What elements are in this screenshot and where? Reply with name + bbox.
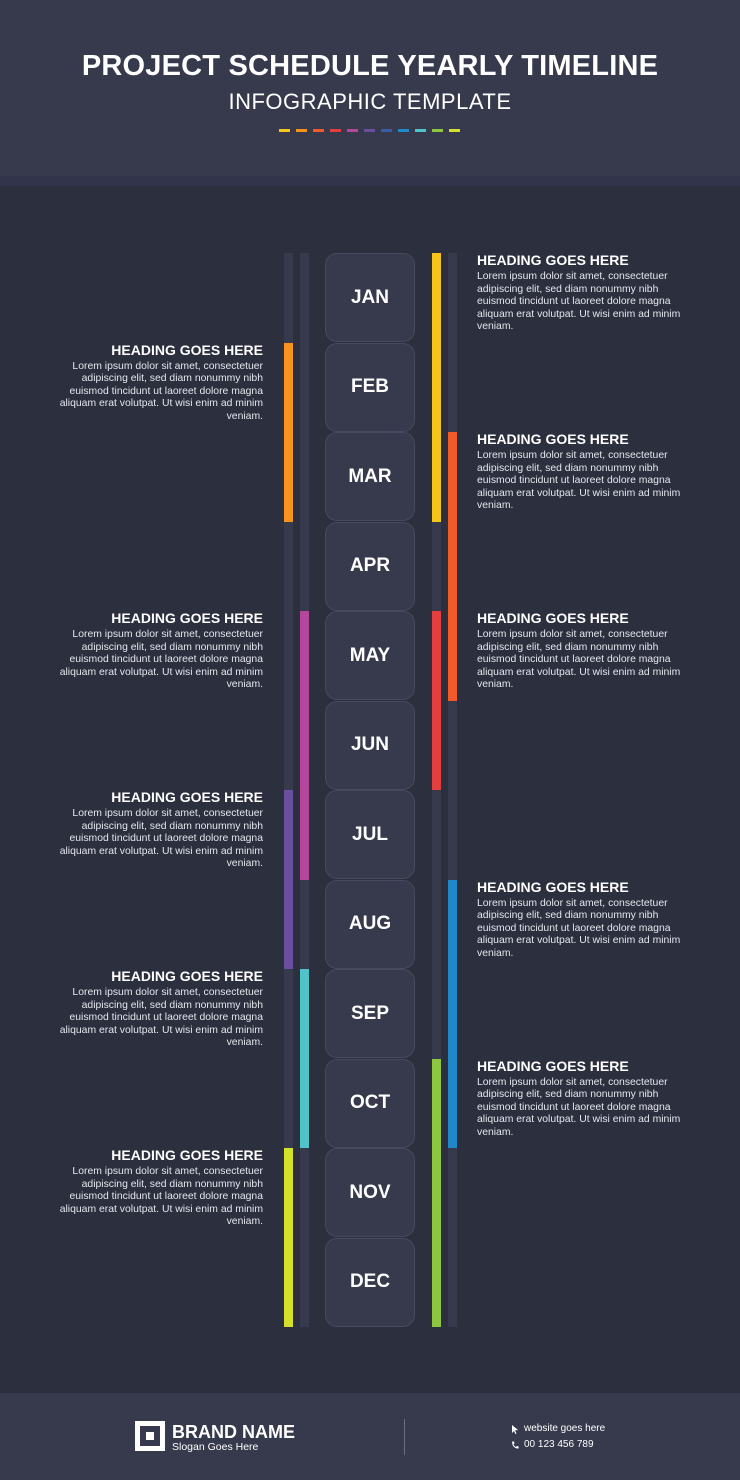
header-divider [0,176,740,186]
timeline-entry-left-1 [51,341,263,424]
website-contact[interactable] [511,1423,605,1435]
timeline-entry-left-2 [51,609,263,692]
phone-text: 00 123 456 789 [524,1439,594,1450]
phone-icon [511,1441,519,1450]
color-dash [330,129,341,132]
entry-body: Lorem ipsum dolor sit amet, consectetuer adipiscing elit, sed diam nonummy nibh euismod tincidunt ut laoreet dolore magna aliquam erat volutpat. Ut wisi enim ad minim veniam. [59,360,263,422]
square-logo-icon [135,1421,165,1451]
month-dec: DEC [325,1238,415,1327]
color-dash-row [279,129,469,132]
entry-body: Lorem ipsum dolor sit amet, consectetuer adipiscing elit, sed diam nonummy nibh euismod tincidunt ut laoreet dolore magna aliquam erat volutpat. Ut wisi enim ad minim veniam. [59,1166,263,1227]
entry-body: Lorem ipsum dolor sit amet, consectetuer adipiscing elit, sed diam nonummy nibh euismod tincidunt ut laoreet dolore magna aliquam erat volutpat. Ut wisi enim ad minim veniam. [477,897,681,959]
website-text: website goes here [524,1423,606,1434]
color-dash [279,129,290,132]
entry-body: Lorem ipsum dolor sit amet, consectetuer adipiscing elit, sed diam nonummy nibh euismod tincidunt ut laoreet dolore magna aliquam erat volutpat. Ut wisi enim ad minim veniam. [477,629,681,690]
timeline-bar-left-2 [300,611,309,880]
timeline-track [448,253,457,1327]
month-sep: SEP [325,969,415,1058]
color-dash [347,129,358,132]
timeline-entry-right-5 [477,1057,689,1140]
timeline-entry-right-2 [477,430,689,513]
timeline-bar-right-1 [432,253,441,522]
entry-body: Lorem ipsum dolor sit amet, consectetuer adipiscing elit, sed diam nonummy nibh euismod tincidunt ut laoreet dolore magna aliquam erat volutpat. Ut wisi enim ad minim veniam. [59,629,263,690]
month-jan: JAN [325,253,415,342]
color-dash [364,129,375,132]
entry-heading: HEADING GOES HERE [477,610,629,626]
color-dash [313,129,324,132]
timeline-entry-left-5 [51,1146,263,1229]
entry-heading: HEADING GOES HERE [111,1147,263,1163]
entry-body: Lorem ipsum dolor sit amet, consectetuer adipiscing elit, sed diam nonummy nibh euismod tincidunt ut laoreet dolore magna aliquam erat volutpat. Ut wisi enim ad minim veniam. [477,271,681,332]
brand-name: BRAND NAME [172,1422,295,1442]
timeline-bar-left-4 [300,969,309,1148]
timeline-bar-left-3 [284,790,293,969]
entry-body: Lorem ipsum dolor sit amet, consectetuer adipiscing elit, sed diam nonummy nibh euismod tincidunt ut laoreet dolore magna aliquam erat volutpat. Ut wisi enim ad minim veniam. [477,1076,681,1138]
color-dash [449,129,460,132]
entry-heading: HEADING GOES HERE [111,341,263,358]
month-may: MAY [325,611,415,700]
page-title: PROJECT SCHEDULE YEARLY TIMELINE [81,50,659,82]
entry-body: Lorem ipsum dolor sit amet, consectetuer adipiscing elit, sed diam nonummy nibh euismod tincidunt ut laoreet dolore magna aliquam erat volutpat. Ut wisi enim ad minim veniam. [59,987,263,1048]
timeline-bar-left-1 [284,343,293,522]
timeline-entry-left-3 [51,788,263,871]
footer-divider [404,1419,405,1455]
phone-contact[interactable] [511,1439,594,1451]
entry-heading: HEADING GOES HERE [111,789,263,805]
month-apr: APR [325,522,415,611]
month-feb: FEB [325,343,415,432]
header-panel [0,0,740,176]
timeline-bar-right-4 [448,880,457,1149]
color-dash [415,129,426,132]
entry-body: Lorem ipsum dolor sit amet, consectetuer adipiscing elit, sed diam nonummy nibh euismod tincidunt ut laoreet dolore magna aliquam erat volutpat. Ut wisi enim ad minim veniam. [477,450,681,511]
color-dash [381,129,392,132]
month-mar: MAR [325,432,415,521]
timeline-bar-right-2 [448,432,457,701]
timeline-entry-right-3 [477,609,689,692]
entry-body: Lorem ipsum dolor sit amet, consectetuer adipiscing elit, sed diam nonummy nibh euismod tincidunt ut laoreet dolore magna aliquam erat volutpat. Ut wisi enim ad minim veniam. [59,808,263,869]
page-subtitle: INFOGRAPHIC TEMPLATE [228,89,512,114]
timeline-bar-right-3 [432,611,441,790]
cursor-icon [511,1425,519,1434]
brand-slogan: Slogan Goes Here [172,1441,259,1453]
month-oct: OCT [325,1059,415,1148]
month-jul: JUL [325,790,415,879]
entry-heading: HEADING GOES HERE [477,1057,629,1074]
entry-heading: HEADING GOES HERE [111,610,263,626]
month-jun: JUN [325,701,415,790]
timeline-entry-left-4 [51,967,263,1050]
timeline-bar-right-5 [432,1059,441,1328]
entry-heading: HEADING GOES HERE [477,878,629,895]
color-dash [398,129,409,132]
timeline-bar-left-5 [284,1148,293,1327]
timeline-entry-right-4 [477,878,689,961]
footer-panel [0,1393,740,1480]
month-nov: NOV [325,1148,415,1237]
entry-heading: HEADING GOES HERE [477,252,629,268]
entry-heading: HEADING GOES HERE [111,968,263,984]
month-aug: AUG [325,880,415,969]
color-dash [432,129,443,132]
entry-heading: HEADING GOES HERE [477,431,629,447]
color-dash [296,129,307,132]
timeline-entry-right-1 [477,251,689,334]
